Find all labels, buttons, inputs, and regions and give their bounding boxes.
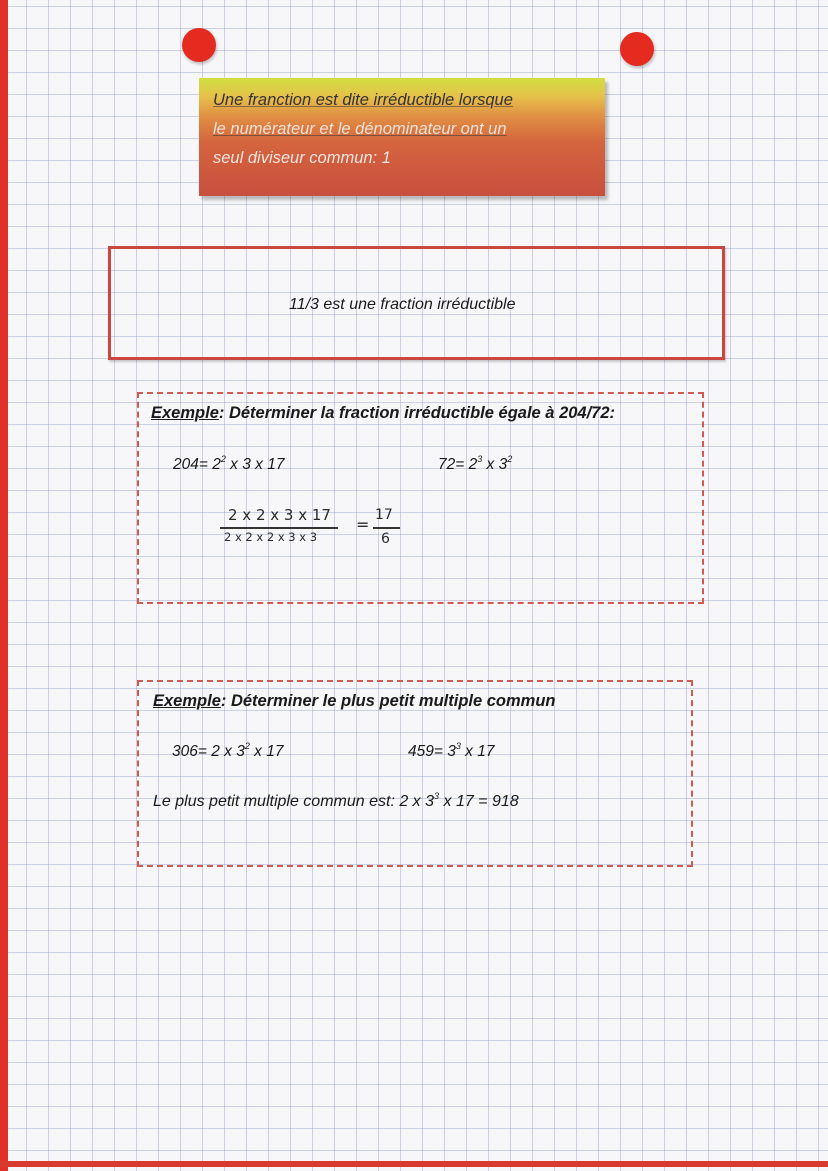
handwritten-numerator: 2 x 2 x 3 x 17: [228, 506, 331, 524]
example1-label: Exemple: [151, 404, 219, 422]
handwritten-denominator: 2 x 2 x 2 x 3 x 3: [224, 530, 318, 544]
example2-factorization-right: $459= 3^3$ x 17: [408, 741, 495, 760]
example-box-text: 11/3 est une fraction irréductible: [289, 296, 516, 313]
example2-conclusion: Le plus petit multiple commun est: 2 x $3^3$ x 17 = 918: [153, 791, 519, 810]
margin-line-bottom: [0, 1161, 828, 1167]
example1-title: : Déterminer la fraction irréductible égale à 204/72:: [218, 404, 616, 422]
binder-hole-left: [182, 28, 216, 62]
example1-factorization-left: $204= 2^2$ x 3 x 17: [173, 454, 285, 473]
definition-line-3: seul diviseur commun: 1: [213, 149, 391, 167]
margin-line-left: [0, 0, 8, 1171]
result-fraction-bar: [373, 527, 400, 529]
definition-box: [199, 78, 605, 196]
example2-title: : Déterminer le plus petit multiple commun: [220, 692, 556, 710]
binder-hole-right: [620, 32, 654, 66]
handwritten-equals: =: [356, 515, 370, 534]
example-box: [108, 246, 725, 360]
example2-factorization-left: 306= 2 x $3^2$ x 17: [172, 741, 284, 760]
example1-factorization-right: $72= 2^3$ x $3^2$: [438, 454, 513, 473]
definition-line-1: Une franction est dite irréductible lorsque: [213, 91, 513, 109]
example2-label: Exemple: [153, 692, 221, 710]
example1-box: [137, 392, 704, 604]
example1-heading: [151, 404, 615, 423]
example2-heading: [153, 692, 556, 711]
definition-line-2: le numérateur et le dénominateur ont un: [213, 120, 507, 138]
handwritten-result-numerator: 17: [375, 507, 393, 523]
fraction-bar: [220, 527, 338, 529]
handwritten-result-denominator: 6: [381, 531, 390, 547]
